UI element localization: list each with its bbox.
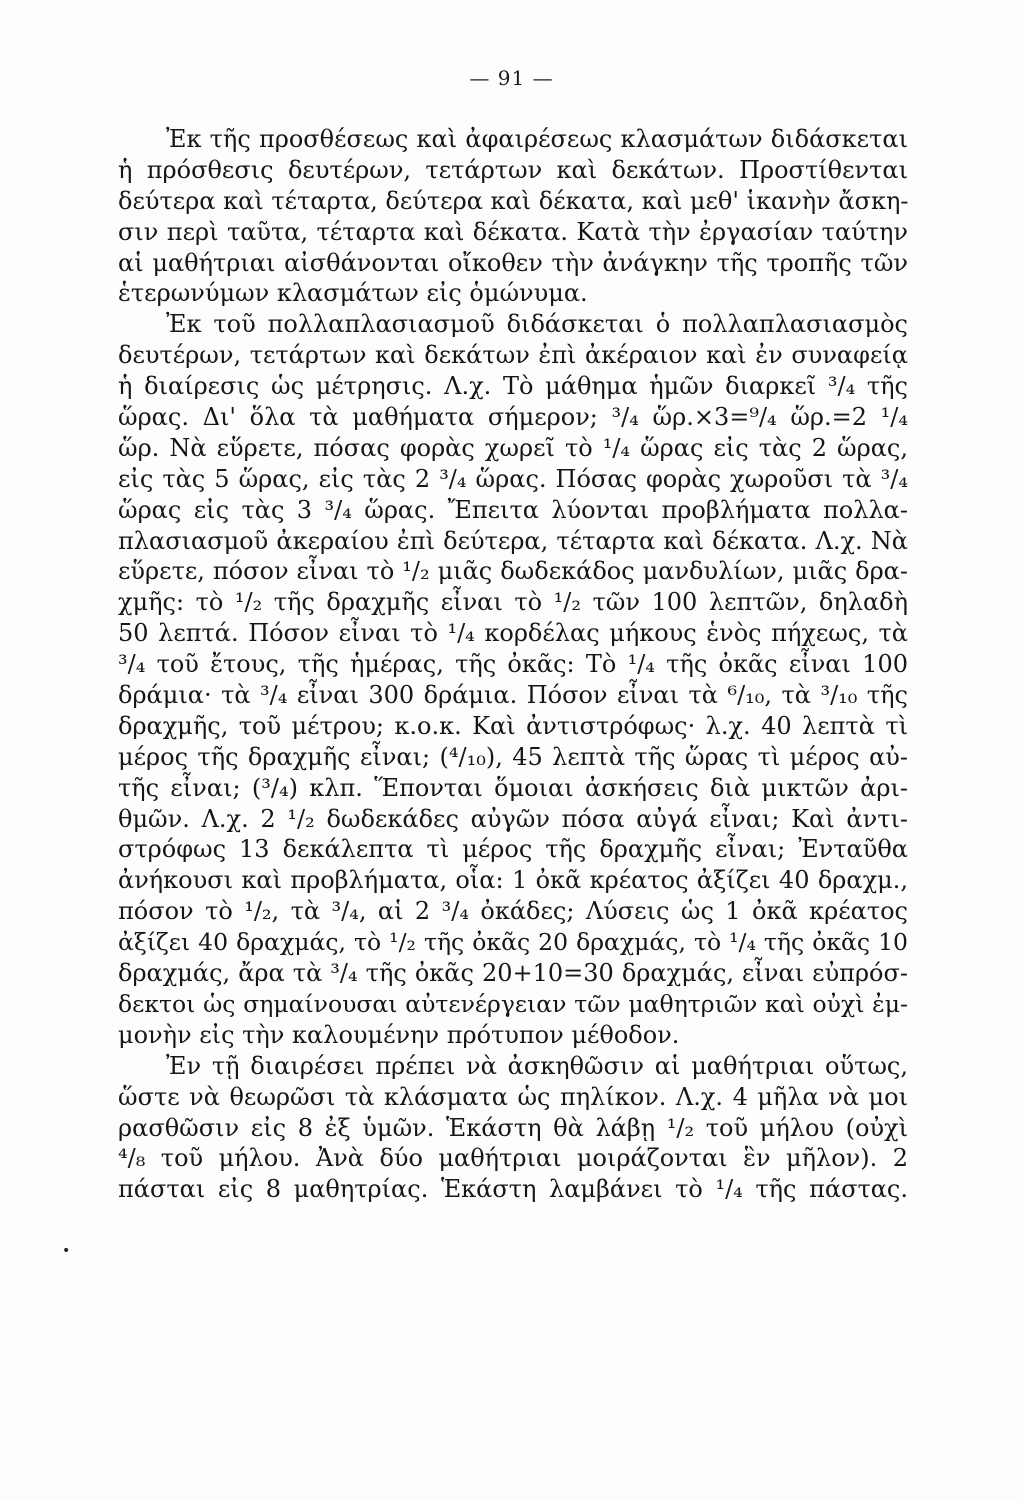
text-line: τῆς εἶναι; (³/₄) κλπ. Ἕπονται ὅμοιαι ἀσκήσεις διὰ μικτῶν ἀρι-	[118, 773, 908, 802]
text-line: πόσον τὸ ¹/₂, τὰ ³/₄, αἱ 2 ³/₄ ὀκάδες; Λύσεις ὡς 1 ὀκᾶ κρέατος	[118, 897, 908, 926]
text-line: δράμια· τὰ ³/₄ εἶναι 300 δράμια. Πόσον εἶναι τὰ ⁶/₁₀, τὰ ³/₁₀ τῆς	[118, 681, 908, 710]
text-line: Ἐν τῇ διαιρέσει πρέπει νὰ ἀσκηθῶσιν αἱ μαθήτριαι οὕτως,	[166, 1051, 908, 1080]
text-line: δεκτοι ὡς σημαίνουσαι αὐτενέργειαν τῶν μαθητριῶν καὶ οὐχὶ ἐμ-	[118, 989, 908, 1018]
text-line: Ἐκ τοῦ πολλαπλασιασμοῦ διδάσκεται ὁ πολλαπλασιασμὸς	[166, 310, 908, 339]
text-line: ἡ πρόσθεσις δευτέρων, τετάρτων καὶ δεκάτων. Προστίθενται	[118, 155, 908, 184]
text-line: εὕρετε, πόσον εἶναι τὸ ¹/₂ μιᾶς δωδεκάδος μανδυλίων, μιᾶς δρα-	[118, 557, 908, 586]
text-line: δευτέρων, τετάρτων καὶ δεκάτων ἐπὶ ἀκέραιον καὶ ἐν συναφείᾳ	[118, 341, 908, 370]
body-text	[118, 124, 908, 1205]
page-number: — 91 —	[469, 66, 554, 90]
text-line: σιν περὶ ταῦτα, τέταρτα καὶ δέκατα. Κατὰ τὴν ἐργασίαν ταύτην	[118, 217, 908, 246]
text-line: πλασιασμοῦ ἀκεραίου ἐπὶ δεύτερα, τέταρτα καὶ δέκατα. Λ.χ. Νὰ	[118, 526, 908, 555]
text-line: ἀνήκουσι καὶ προβλήματα, οἷα: 1 ὀκᾶ κρέατος ἀξίζει 40 δραχμ.,	[118, 866, 908, 895]
text-line: ὥρ. Νὰ εὕρετε, πόσας φορὰς χωρεῖ τὸ ¹/₄ ὥρας εἰς τὰς 2 ὥρας,	[118, 433, 908, 462]
text-line: Ἐκ τῆς προσθέσεως καὶ ἀφαιρέσεως κλασμάτων διδάσκεται	[166, 125, 908, 153]
text-line: ⁴/₈ τοῦ μήλου. Ἀνὰ δύο μαθήτριαι μοιράζονται ἓν μῆλον). 2	[118, 1144, 908, 1173]
text-line: δραχμῆς, τοῦ μέτρου; κ.ο.κ. Καὶ ἀντιστρόφως· λ.χ. 40 λεπτὰ τὶ	[118, 711, 908, 740]
text-line: ὥρας εἰς τὰς 3 ³/₄ ὥρας. Ἔπειτα λύονται προβλήματα πολλα-	[118, 495, 908, 524]
margin-mark: •	[62, 1243, 71, 1259]
text-line: ρασθῶσιν εἰς 8 ἐξ ὑμῶν. Ἑκάστη θὰ λάβῃ ¹/₂ τοῦ μήλου (οὐχὶ	[118, 1113, 908, 1142]
text-line: δραχμάς, ἄρα τὰ ³/₄ τῆς ὀκᾶς 20+10=30 δραχμάς, εἶναι εὐπρόσ-	[118, 959, 908, 988]
text-line: ὥρας. Δι' ὅλα τὰ μαθήματα σήμερον; ³/₄ ὥρ.×3=⁹/₄ ὥρ.=2 ¹/₄	[118, 403, 908, 432]
text-line: στρόφως 13 δεκάλεπτα τὶ μέρος τῆς δραχμῆς εἶναι; Ἐνταῦθα	[118, 835, 908, 864]
text-line: 50 λεπτά. Πόσον εἶναι τὸ ¹/₄ κορδέλας μήκους ἑνὸς πήχεως, τὰ	[118, 619, 908, 648]
text-line: μονὴν εἰς τὴν καλουμένην πρότυπον μέθοδον.	[118, 1020, 680, 1049]
text-line: ἀξίζει 40 δραχμάς, τὸ ¹/₂ τῆς ὀκᾶς 20 δραχμάς, τὸ ¹/₄ τῆς ὀκᾶς 10	[118, 928, 908, 957]
text-line: αἱ μαθήτριαι αἰσθάνονται οἴκοθεν τὴν ἀνάγκην τῆς τροπῆς τῶν	[118, 248, 908, 277]
text-line: ἡ διαίρεσις ὡς μέτρησις. Λ.χ. Τὸ μάθημα ἡμῶν διαρκεῖ ³/₄ τῆς	[118, 372, 908, 401]
text-line: μέρος τῆς δραχμῆς εἶναι; (⁴/₁₀), 45 λεπτὰ τῆς ὥρας τὶ μέρος αὐ-	[118, 742, 908, 771]
text-line: δεύτερα καὶ τέταρτα, δεύτερα καὶ δέκατα, καὶ μεθ' ἱκανὴν ἄσκη-	[118, 186, 909, 215]
text-line: ὥστε νὰ θεωρῶσι τὰ κλάσματα ὡς πηλίκον. Λ.χ. 4 μῆλα νὰ μοι	[118, 1082, 908, 1111]
text-line: ³/₄ τοῦ ἔτους, τῆς ἡμέρας, τῆς ὀκᾶς: Τὸ ¹/₄ τῆς ὀκᾶς εἶναι 100	[118, 650, 908, 679]
text-line: ἑτερωνύμων κλασμάτων εἰς ὁμώνυμα.	[118, 279, 588, 308]
text-line: θμῶν. Λ.χ. 2 ¹/₂ δωδεκάδες αὐγῶν πόσα αὐγά εἶναι; Καὶ ἀντι-	[118, 804, 908, 833]
text-line: εἰς τὰς 5 ὥρας, εἰς τὰς 2 ³/₄ ὥρας. Πόσας φορὰς χωροῦσι τὰ ³/₄	[118, 464, 908, 493]
text-line: χμῆς: τὸ ¹/₂ τῆς δραχμῆς εἶναι τὸ ¹/₂ τῶν 100 λεπτῶν, δηλαδὴ	[118, 588, 908, 617]
text-line: πάσται εἰς 8 μαθητρίας. Ἑκάστη λαμβάνει τὸ ¹/₄ τῆς πάστας.	[118, 1175, 908, 1204]
